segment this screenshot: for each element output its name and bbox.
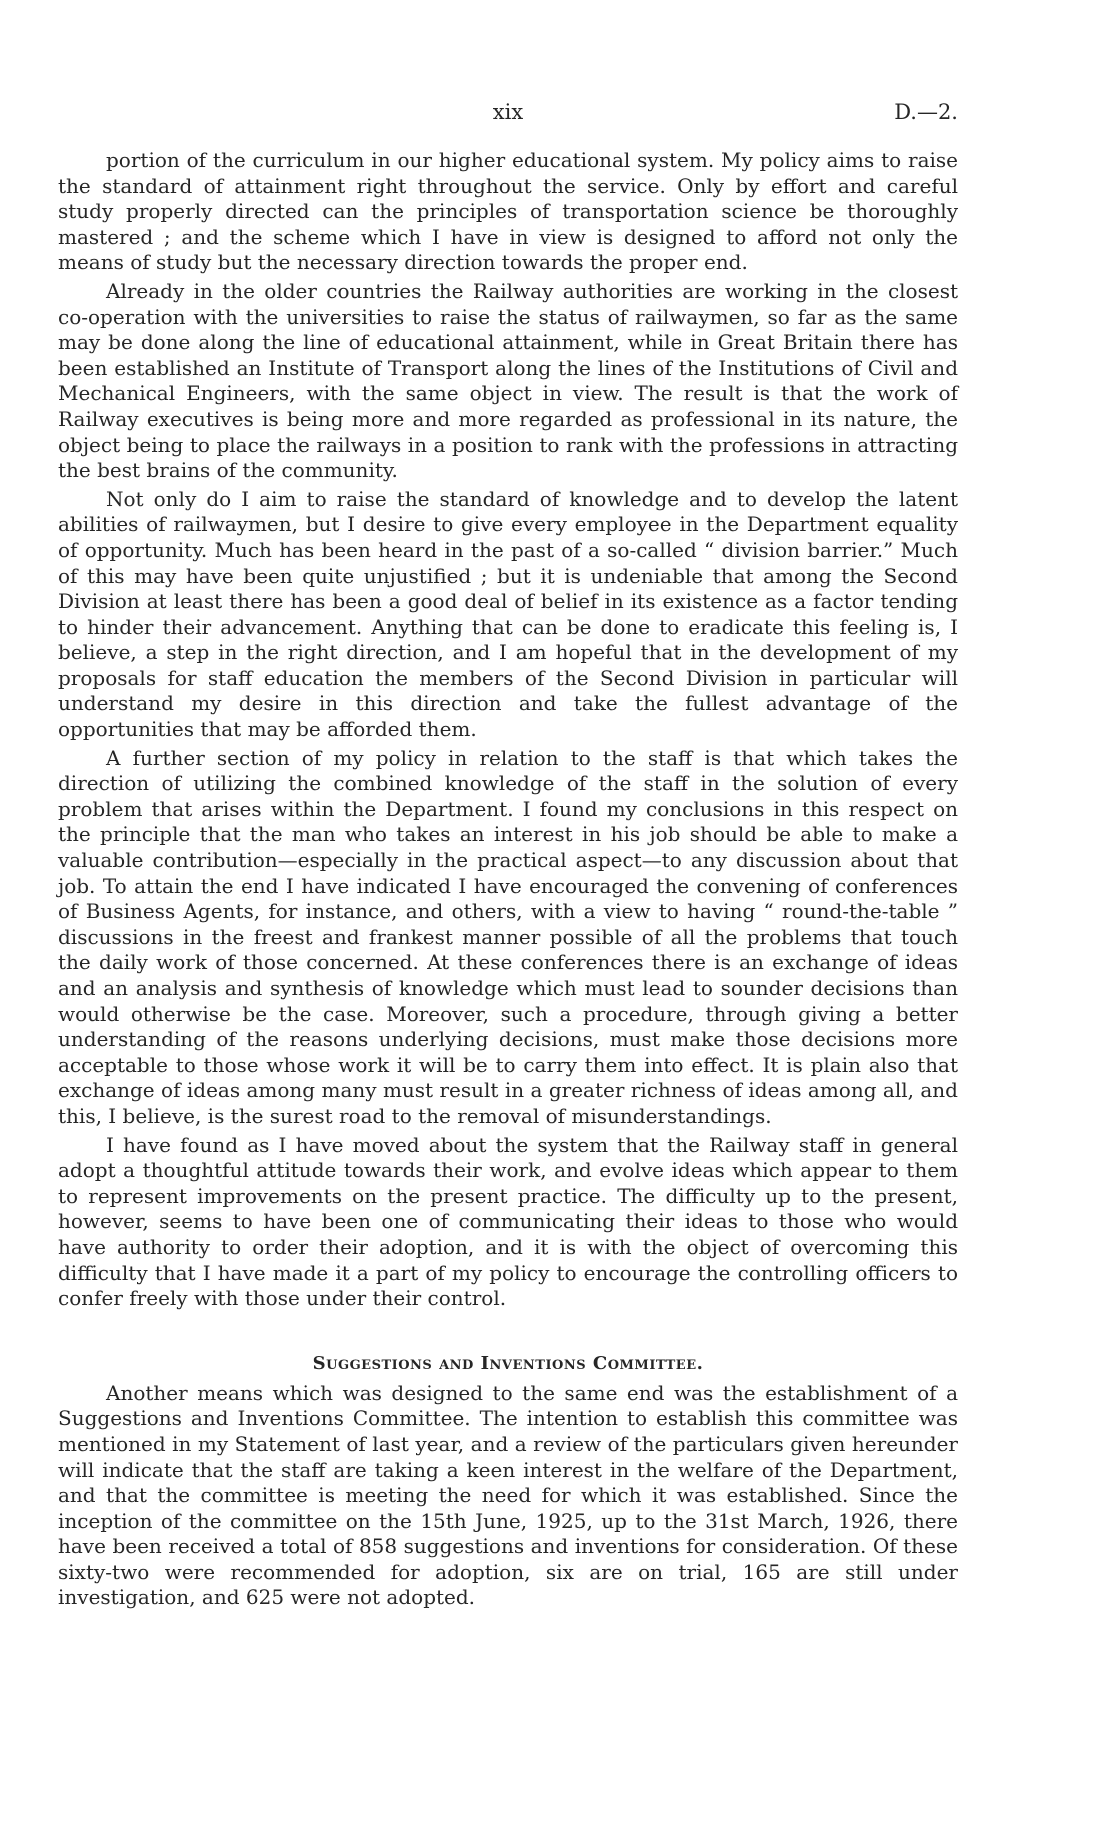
running-header [58, 96, 958, 130]
page-number: xix [492, 100, 524, 124]
body-paragraph-3: Not only do I aim to raise the standard of knowledge and to develop the latent abilities of railwaymen, but I desire to give every employee in the Department equality of opportunity. Much has been heard in the past of a so-called “ division barrier.” Much of this may have been quite unjustified ; but it is undeniable that among the Second Division at least there has been a good deal of belief in its existence as a factor tending to hinder their advancement. Anything that can be done to eradicate this feeling is, I believe, a step in the right direction, and I am hopeful that in the development of my proposals for staff education the members of the Second Division in particular will understand my desire in this direction and take the fullest advantage of the opportunities that may be afforded them. [58, 486, 958, 742]
section-paragraph: Another means which was designed to the same end was the establishment of a Suggestions and Inventions Committee. The intention to establish this committee was mentioned in my Statement of last year, and a review of the particulars given hereunder will indicate that the staff are taking a keen interest in the welfare of the Department, and that the committee is meeting the need for which it was established. Since the inception of the committee on the 15th June, 1925, up to the 31st March, 1926, there have been received a total of 858 suggestions and inventions for consideration. Of these sixty-two were recommended for adoption, six are on trial, 165 are still under investigation, and 625 were not adopted. [58, 1380, 958, 1610]
body-paragraph-5: I have found as I have moved about the system that the Railway staff in general adopt a thoughtful attitude towards their work, and evolve ideas which appear to them to represent improvements on the present practice. The difficulty up to the present, however, seems to have been one of communicating their ideas to those who would have authority to order their adoption, and it is with the object of overcoming this difficulty that I have made it a part of my policy to encourage the controlling officers to confer freely with those under their control. [58, 1132, 958, 1311]
body-paragraph-1: portion of the curriculum in our higher educational system. My policy aims to raise the standard of attainment right throughout the service. Only by effort and careful study properly directed can the principles of transportation science be thoroughly mastered ; and the scheme which I have in view is designed to afford not only the means of study but the necessary direction towards the proper end. [58, 148, 958, 275]
body-paragraph-4: A further section of my policy in relation to the staff is that which takes the direction of utilizing the combined knowledge of the staff in the solution of every problem that arises within the Department. I found my conclusions in this respect on the principle that the man who takes an interest in his job should be able to make a valuable contribution—especially in the practical aspect—to any discussion about that job. To attain the end I have indicated I have encouraged the convening of conferences of Business Agents, for instance, and others, with a view to having “ round-the-table ” discussions in the freest and frankest manner possible of all the problems that touch the daily work of those concerned. At these conferences there is an exchange of ideas and an analysis and synthesis of knowledge which must lead to sounder decisions than would otherwise be the case. Moreover, such a procedure, through giving a better understanding of the reasons underlying decisions, must make those decisions more acceptable to those whose work it will be to carry them into effect. It is plain also that exchange of ideas among many must result in a greater richness of ideas among all, and this, I believe, is the surest road to the removal of misunderstandings. [58, 745, 958, 1128]
body-paragraph-2: Already in the older countries the Railway authorities are working in the closest co-operation with the universities to raise the status of railwaymen, so far as the same may be done along the line of educational attainment, while in Great Britain there has been established an Institute of Transport along the lines of the Institutions of Civil and Mechanical Engineers, with the same object in view. The result is that the work of Railway executives is being more and more regarded as professional in its nature, the object being to place the railways in a position to rank with the professions in attracting the best brains of the community. [58, 278, 958, 483]
section-heading: Suggestions and Inventions Committee. [312, 1352, 704, 1374]
document-page [58, 96, 958, 1614]
document-reference: D.—2. [894, 100, 958, 124]
